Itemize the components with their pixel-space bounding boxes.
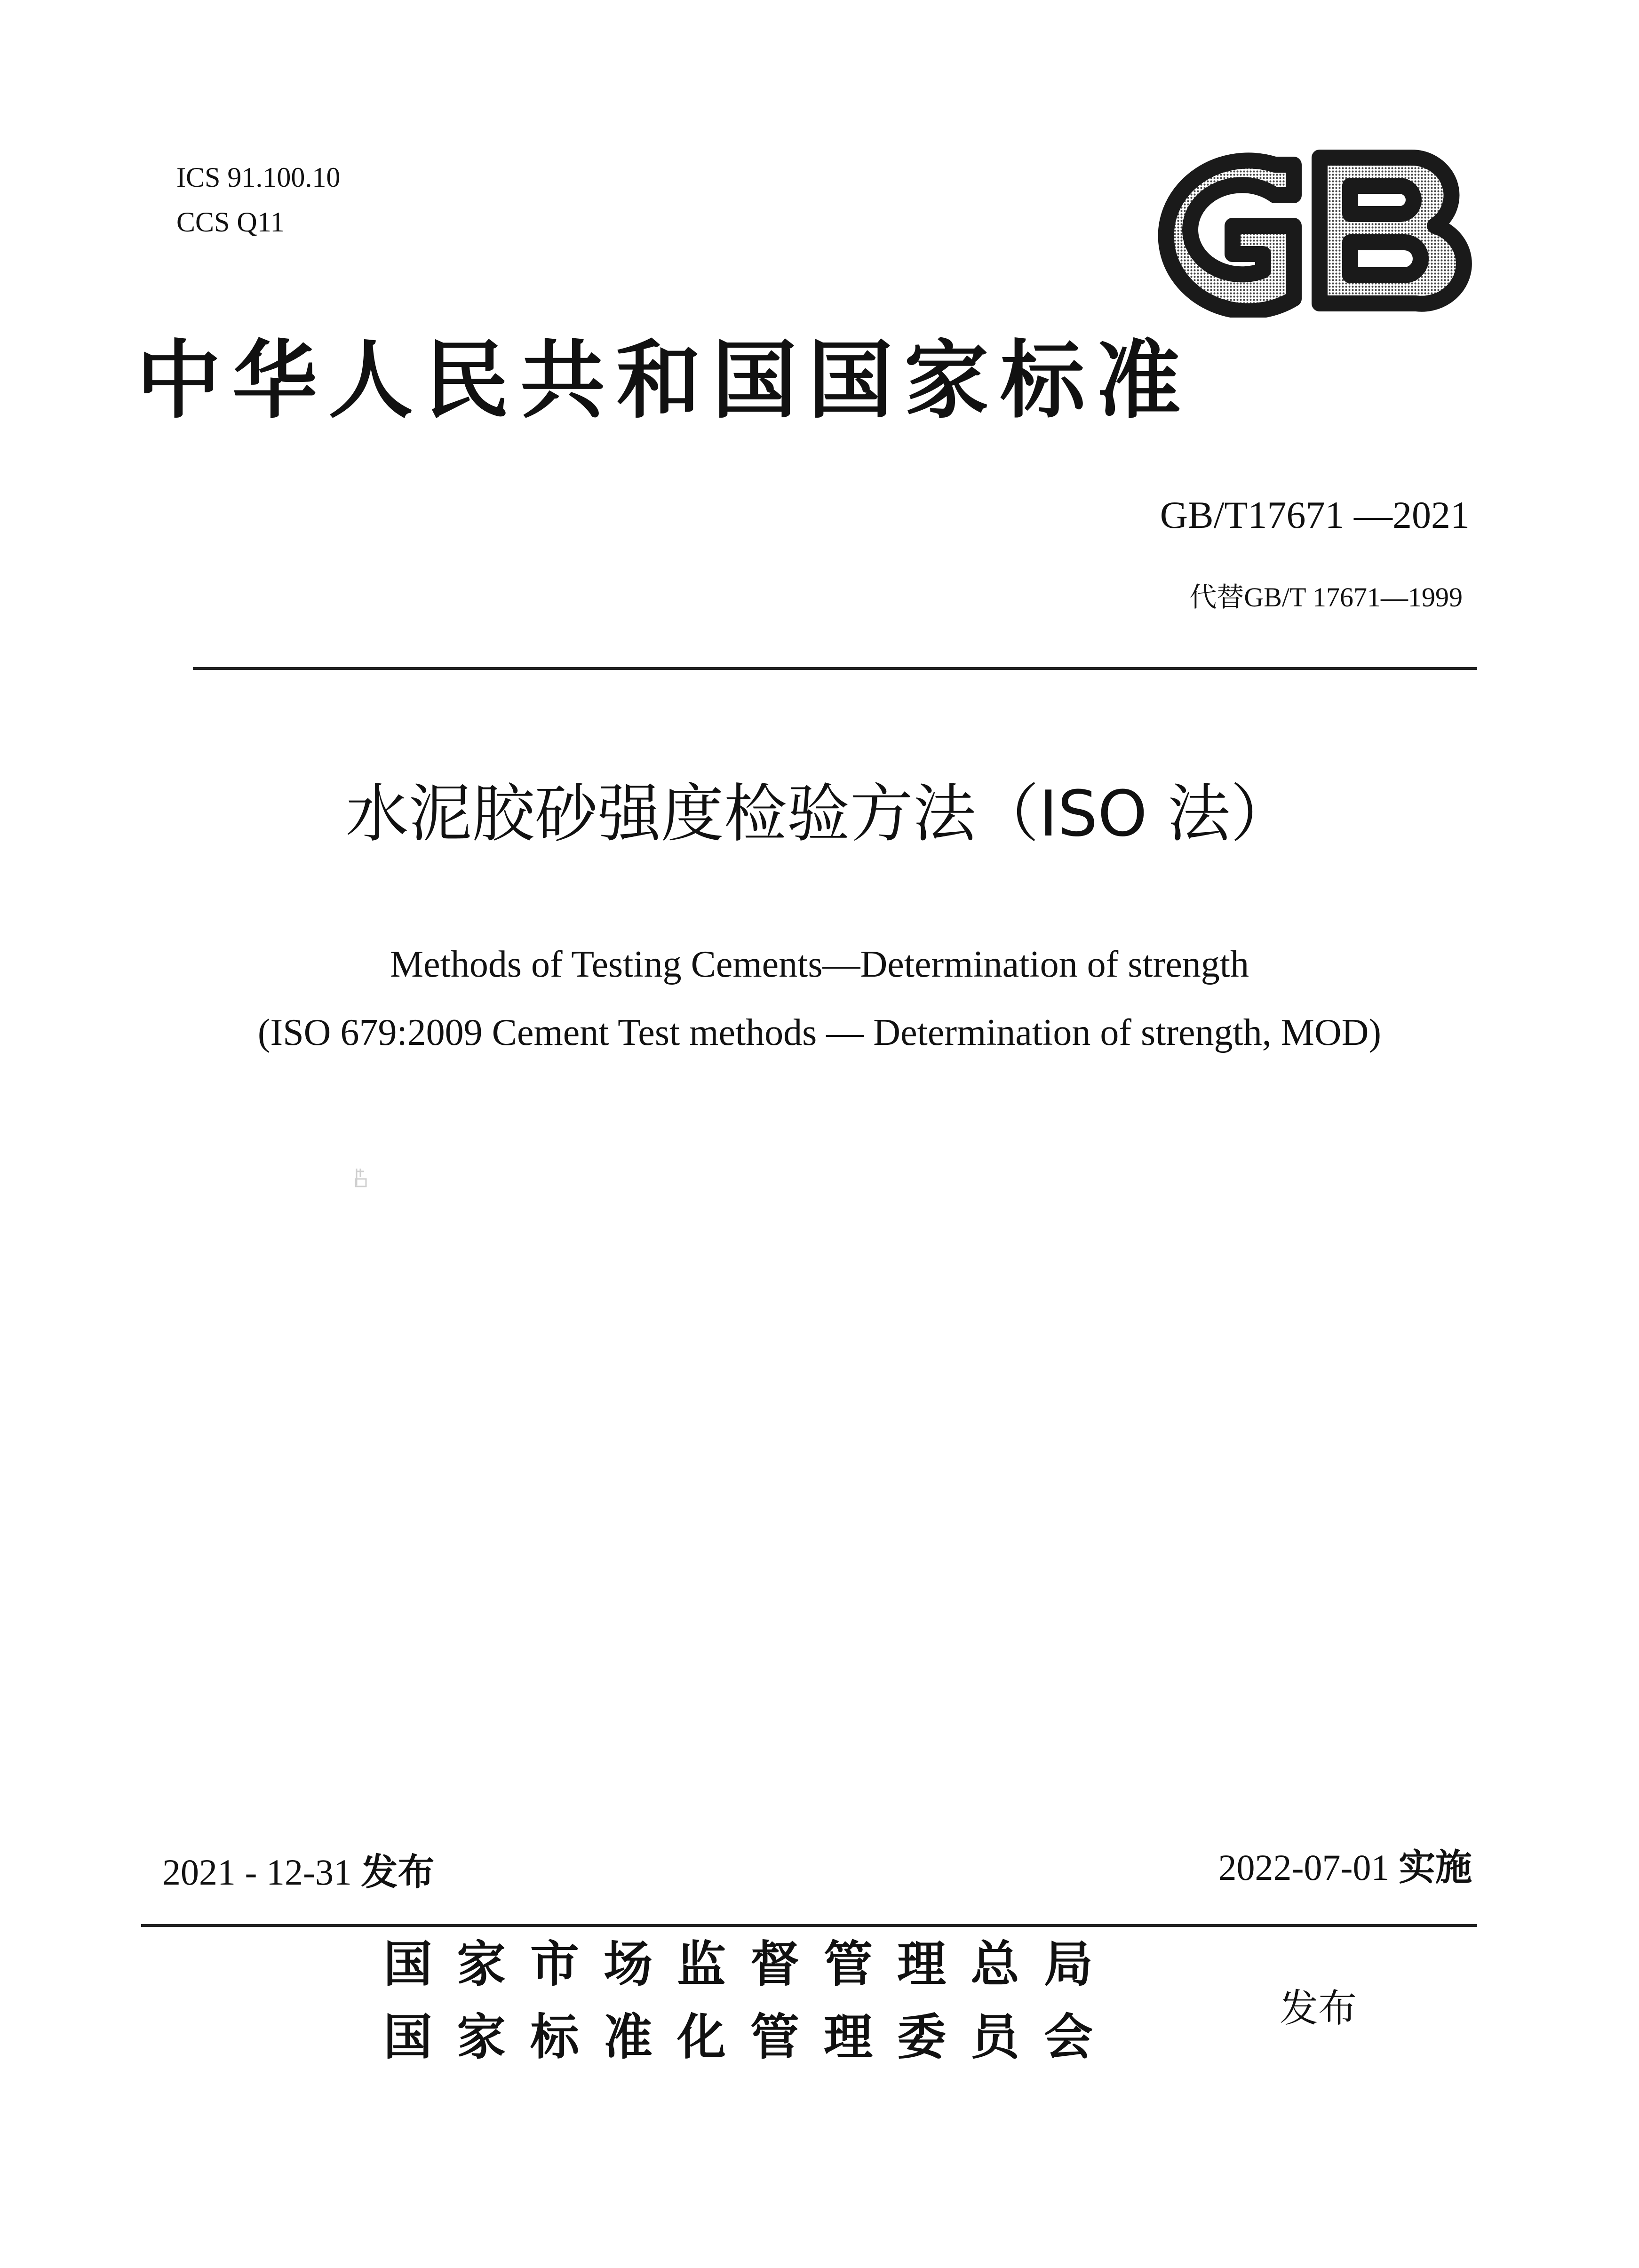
- national-standard-title: 中华人民共和国国家标准: [136, 332, 1193, 430]
- implementation-date: 2022-07-01: [1218, 1847, 1390, 1888]
- issue-date: 2021 - 12-31: [162, 1852, 352, 1893]
- standard-number: GB/T17671 —2021: [1160, 493, 1470, 536]
- scan-artifact-icon: [354, 1167, 368, 1188]
- document-reference-en: (ISO 679:2009 Cement Test methods — Determination of strength, MOD): [257, 1012, 1382, 1053]
- issue-date-block: [162, 1846, 434, 1898]
- gb-logo-icon: [1134, 143, 1472, 318]
- footer-divider: [141, 1924, 1477, 1927]
- implementation-label: 实施: [1398, 1846, 1472, 1889]
- issue-label: 发布: [361, 1851, 435, 1894]
- classification-codes: [176, 155, 340, 245]
- replaces-standard: 代替GB/T 17671—1999: [1189, 582, 1463, 613]
- ics-code: ICS 91.100.10: [176, 162, 341, 193]
- publish-label: 发布: [1280, 1986, 1357, 2031]
- implementation-date-block: [1218, 1842, 1472, 1894]
- issuer-sac: 国家标准化管理委员会: [383, 2008, 1118, 2066]
- document-title-cn: 水泥胶砂强度检验方法（ISO 法）: [345, 777, 1294, 851]
- issuer-samr: 国家市场监督管理总局: [383, 1935, 1118, 1993]
- ccs-code: CCS Q11: [176, 207, 285, 238]
- document-title-en: Methods of Testing Cements—Determination of strength: [390, 944, 1249, 985]
- header-divider: [193, 667, 1477, 670]
